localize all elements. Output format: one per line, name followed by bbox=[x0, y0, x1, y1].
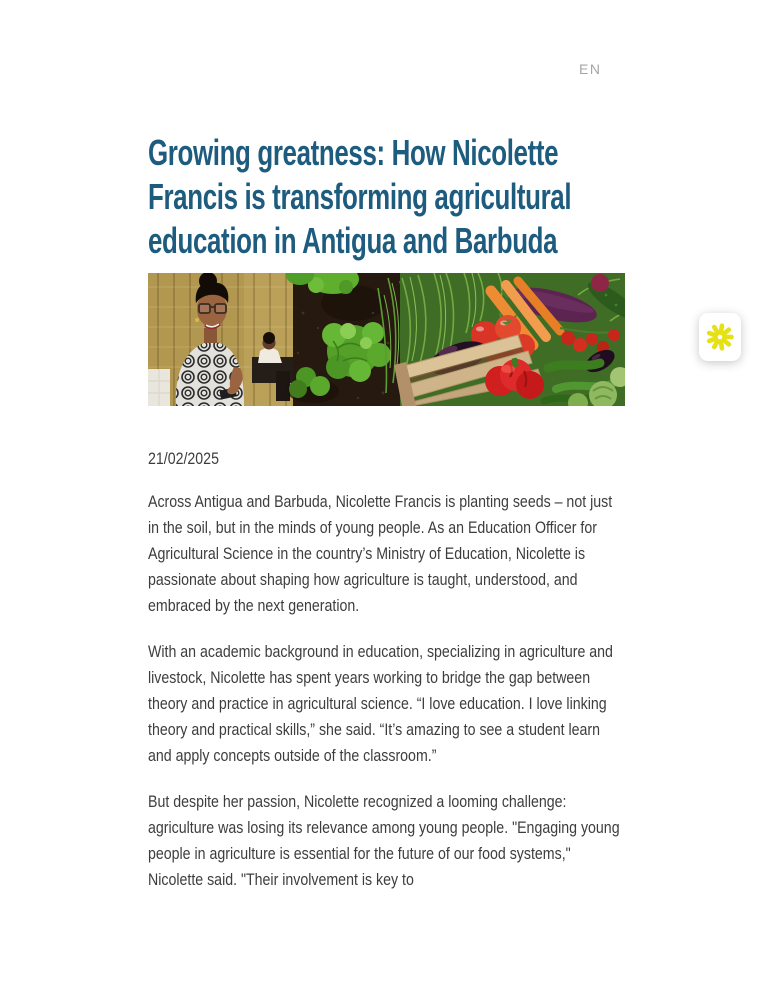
accessibility-widget-button[interactable] bbox=[699, 313, 741, 361]
hero-image-illustration bbox=[148, 273, 625, 406]
photo-lettuce bbox=[286, 273, 407, 406]
article-paragraph-1: Across Antigua and Barbuda, Nicolette Francis is planting seeds – not just in the soil, but in the minds of young people. As an Education Officer for Agricultural Science in the country’s Ministry of Education, Nicolette is passionate about shaping how agriculture is taught, understood, and embraced by the next generation. bbox=[148, 492, 613, 615]
hero-image bbox=[148, 273, 625, 406]
photo-vegetable-crate bbox=[394, 273, 625, 406]
article-body bbox=[148, 0, 625, 893]
article-date: 21/02/2025 bbox=[148, 449, 219, 468]
page-title: Growing greatness: How Nicolette Francis is transforming agricultural education in Antigua and Barbuda bbox=[148, 132, 572, 261]
article-paragraph-3: But despite her passion, Nicolette recognized a looming challenge: agriculture was losing its relevance among young people. "Engaging young people in agriculture is essential for the future of our food systems," Nicolette said. "Their involvement is key to bbox=[148, 792, 620, 889]
photo-woman bbox=[148, 273, 293, 406]
language-selector[interactable]: EN bbox=[579, 61, 602, 77]
asterisk-icon bbox=[705, 322, 735, 352]
article-paragraph-2: With an academic background in education, specializing in agriculture and livestock, Nicolette has spent years working to bridge the gap between theory and practice in agricultural science. “I love education. I love linking theory and practical skills,” she said. “It’s amazing to see a student learn and apply concepts outside of the classroom.” bbox=[148, 642, 613, 765]
